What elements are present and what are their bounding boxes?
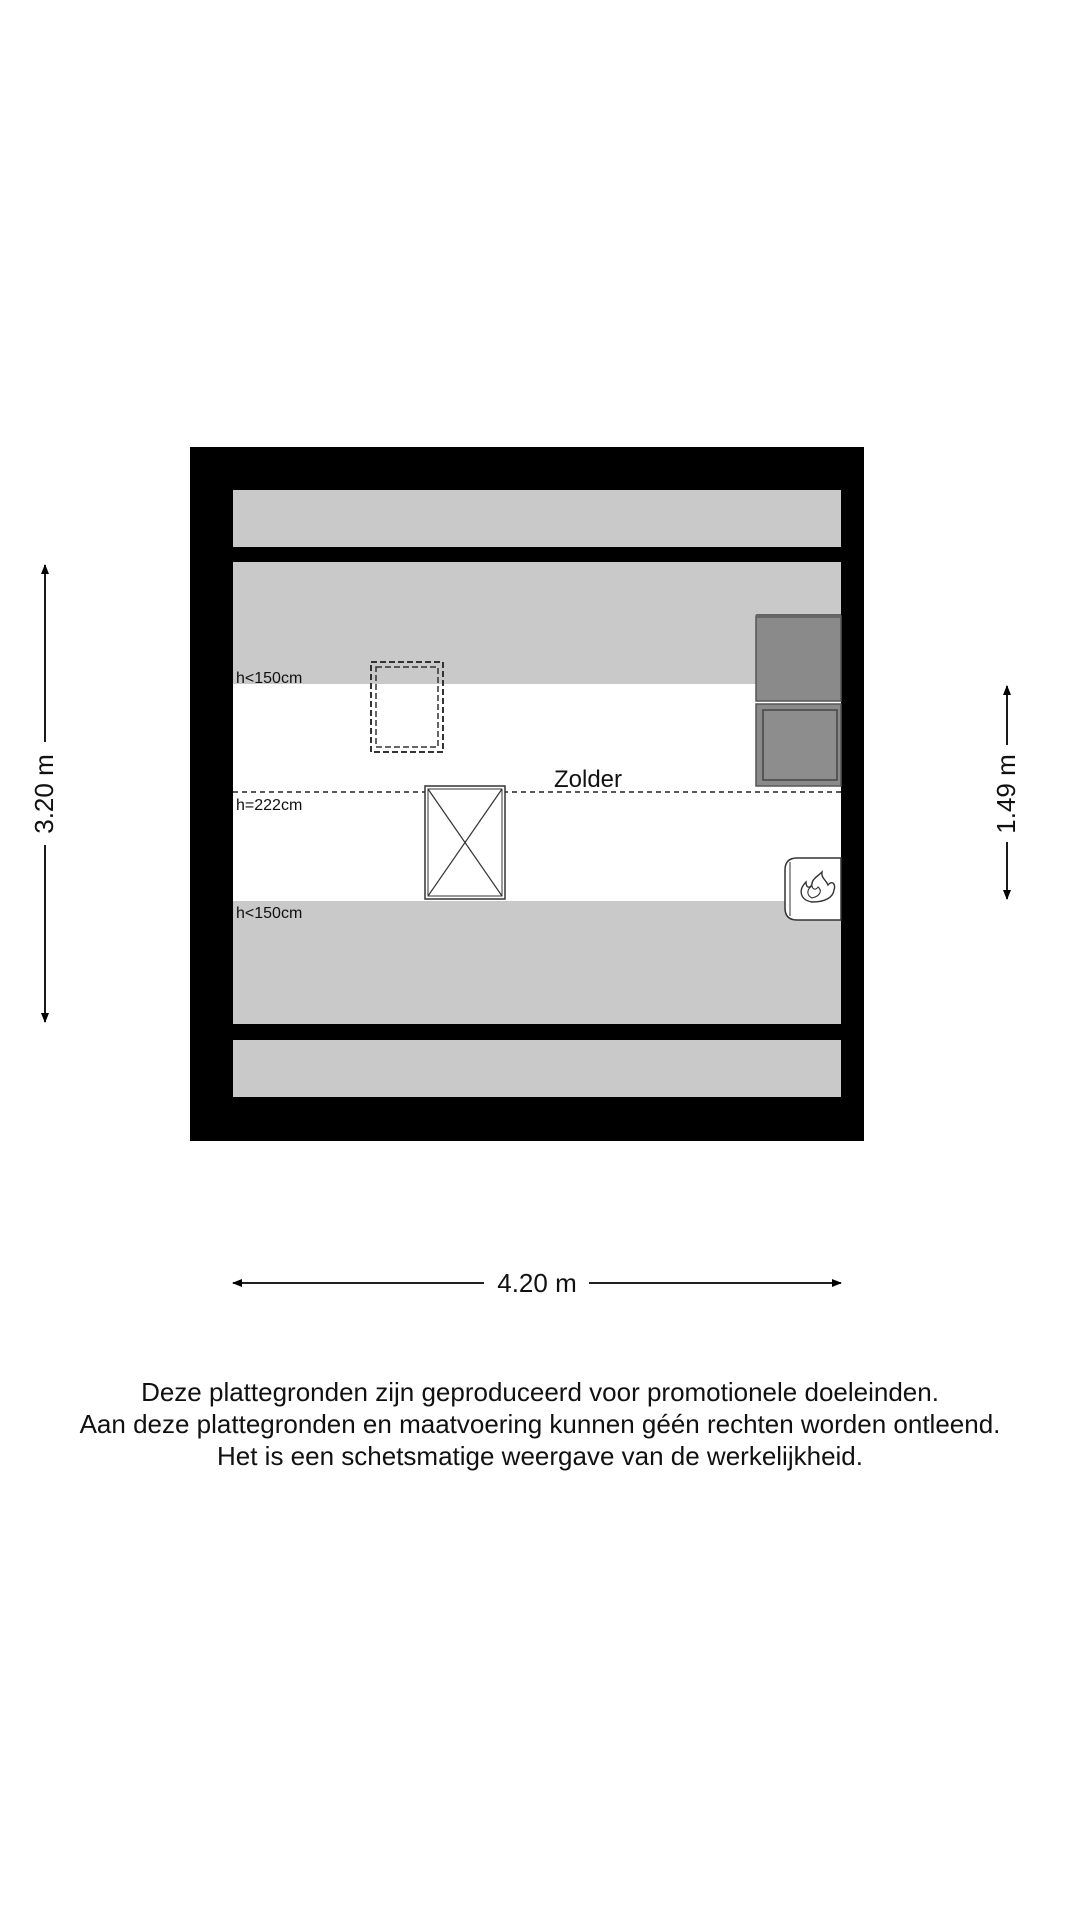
low-ceiling-zone-upper: [233, 562, 841, 684]
dimension-bottom-label: 4.20 m: [497, 1268, 577, 1298]
flame-icon: [785, 858, 841, 920]
height-label-lower: h<150cm: [236, 905, 303, 922]
dimension-bottom: [233, 1268, 841, 1298]
dimension-right: [991, 686, 1021, 899]
disclaimer-line-3: Het is een schetsmatige weergave van de werkelijkheid.: [216, 1441, 863, 1471]
room-label: Zolder: [553, 766, 623, 793]
height-label-upper: h<150cm: [236, 670, 303, 687]
low-ceiling-zone-lower: [233, 901, 841, 1024]
bottom-eave-strip: [233, 1040, 841, 1097]
appliance-unit-lower: [756, 704, 841, 786]
disclaimer-line-2: Aan deze plattegronden en maatvoering kunnen géén rechten worden ontleend.: [79, 1409, 1001, 1439]
top-eave-strip: [233, 490, 841, 547]
stair-opening-icon: [425, 786, 505, 899]
dimension-left-label: 3.20 m: [29, 754, 59, 834]
disclaimer-line-1: Deze plattegronden zijn geproduceerd voor promotionele doeleinden.: [141, 1377, 939, 1407]
dimension-right-label: 1.49 m: [991, 754, 1021, 834]
disclaimer: [0, 1376, 1080, 1472]
appliance-unit-upper: [756, 616, 841, 701]
dimension-left: [29, 565, 59, 1022]
height-label-ridge: h=222cm: [236, 797, 303, 814]
